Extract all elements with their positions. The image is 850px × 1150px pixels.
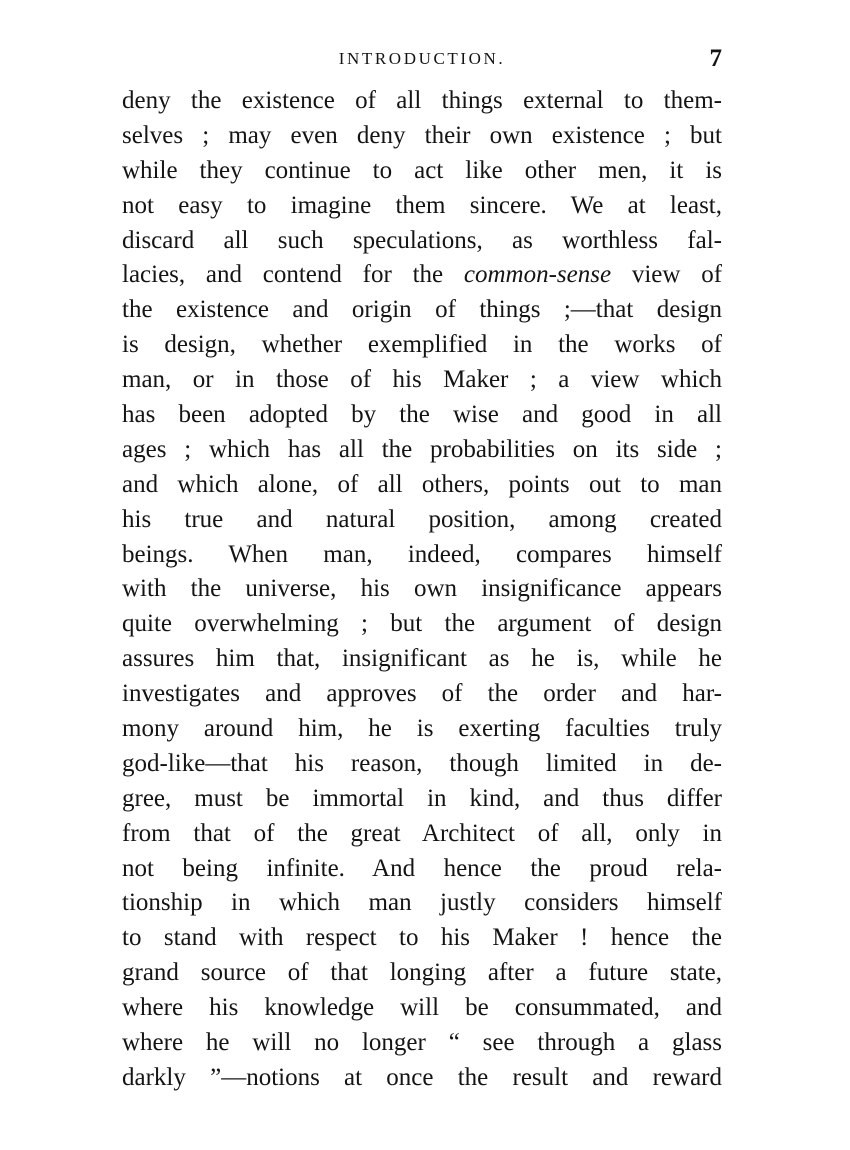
text-line: tionship in which man justly considers himself [122, 889, 722, 917]
text-segment: view of [631, 261, 722, 289]
text-line: his true and natural position, among created [122, 505, 722, 533]
body-text [122, 84, 722, 1096]
running-head [122, 42, 722, 76]
text-line [122, 258, 722, 293]
text-line: to stand with respect to his Maker ! hence the [122, 924, 722, 952]
running-title: INTRODUCTION. [338, 49, 506, 68]
text-line: man, or in those of his Maker ; a view which [122, 366, 722, 394]
text-line: assures him that, insignificant as he is, while he [122, 645, 722, 673]
text-line: where he will no longer “ see through a glass [122, 1029, 722, 1057]
text-line: mony around him, he is exerting faculties truly [122, 715, 722, 743]
text-line: with the universe, his own insignificance appears [122, 575, 722, 603]
text-line: where his knowledge will be consummated, and [122, 994, 722, 1022]
text-line: the existence and origin of things ;—that design [122, 296, 722, 324]
text-line: not easy to imagine them sincere. We at least, [122, 191, 722, 219]
text-line: and which alone, of all others, points out to man [122, 470, 722, 498]
text-line: god-like—that his reason, though limited in de- [122, 749, 722, 777]
text-line: quite overwhelming ; but the argument of design [122, 610, 722, 638]
text-line: discard all such speculations, as worthless fal- [122, 226, 722, 254]
page-number: 7 [709, 45, 722, 72]
text-line: darkly ”—notions at once the result and reward [122, 1063, 722, 1091]
text-line: is design, whether exemplified in the works of [122, 331, 722, 359]
text-line: gree, must be immortal in kind, and thus differ [122, 784, 722, 812]
text-line: grand source of that longing after a future state, [122, 959, 722, 987]
italic-phrase: common-sense [463, 261, 612, 289]
text-line: selves ; may even deny their own existence ; but [122, 121, 722, 149]
text-line: not being infinite. And hence the proud rela- [122, 854, 722, 882]
text-line: beings. When man, indeed, compares himself [122, 540, 722, 568]
text-line: has been adopted by the wise and good in all [122, 401, 722, 429]
text-line: investigates and approves of the order and har- [122, 680, 722, 708]
text-line: from that of the great Architect of all, only in [122, 819, 722, 847]
text-line: while they continue to act like other men, it is [122, 156, 722, 184]
text-line: ages ; which has all the probabilities on its side ; [122, 435, 722, 463]
text-line: deny the existence of all things external to them- [122, 87, 722, 114]
text-segment: lacies, and contend for the [122, 261, 444, 289]
